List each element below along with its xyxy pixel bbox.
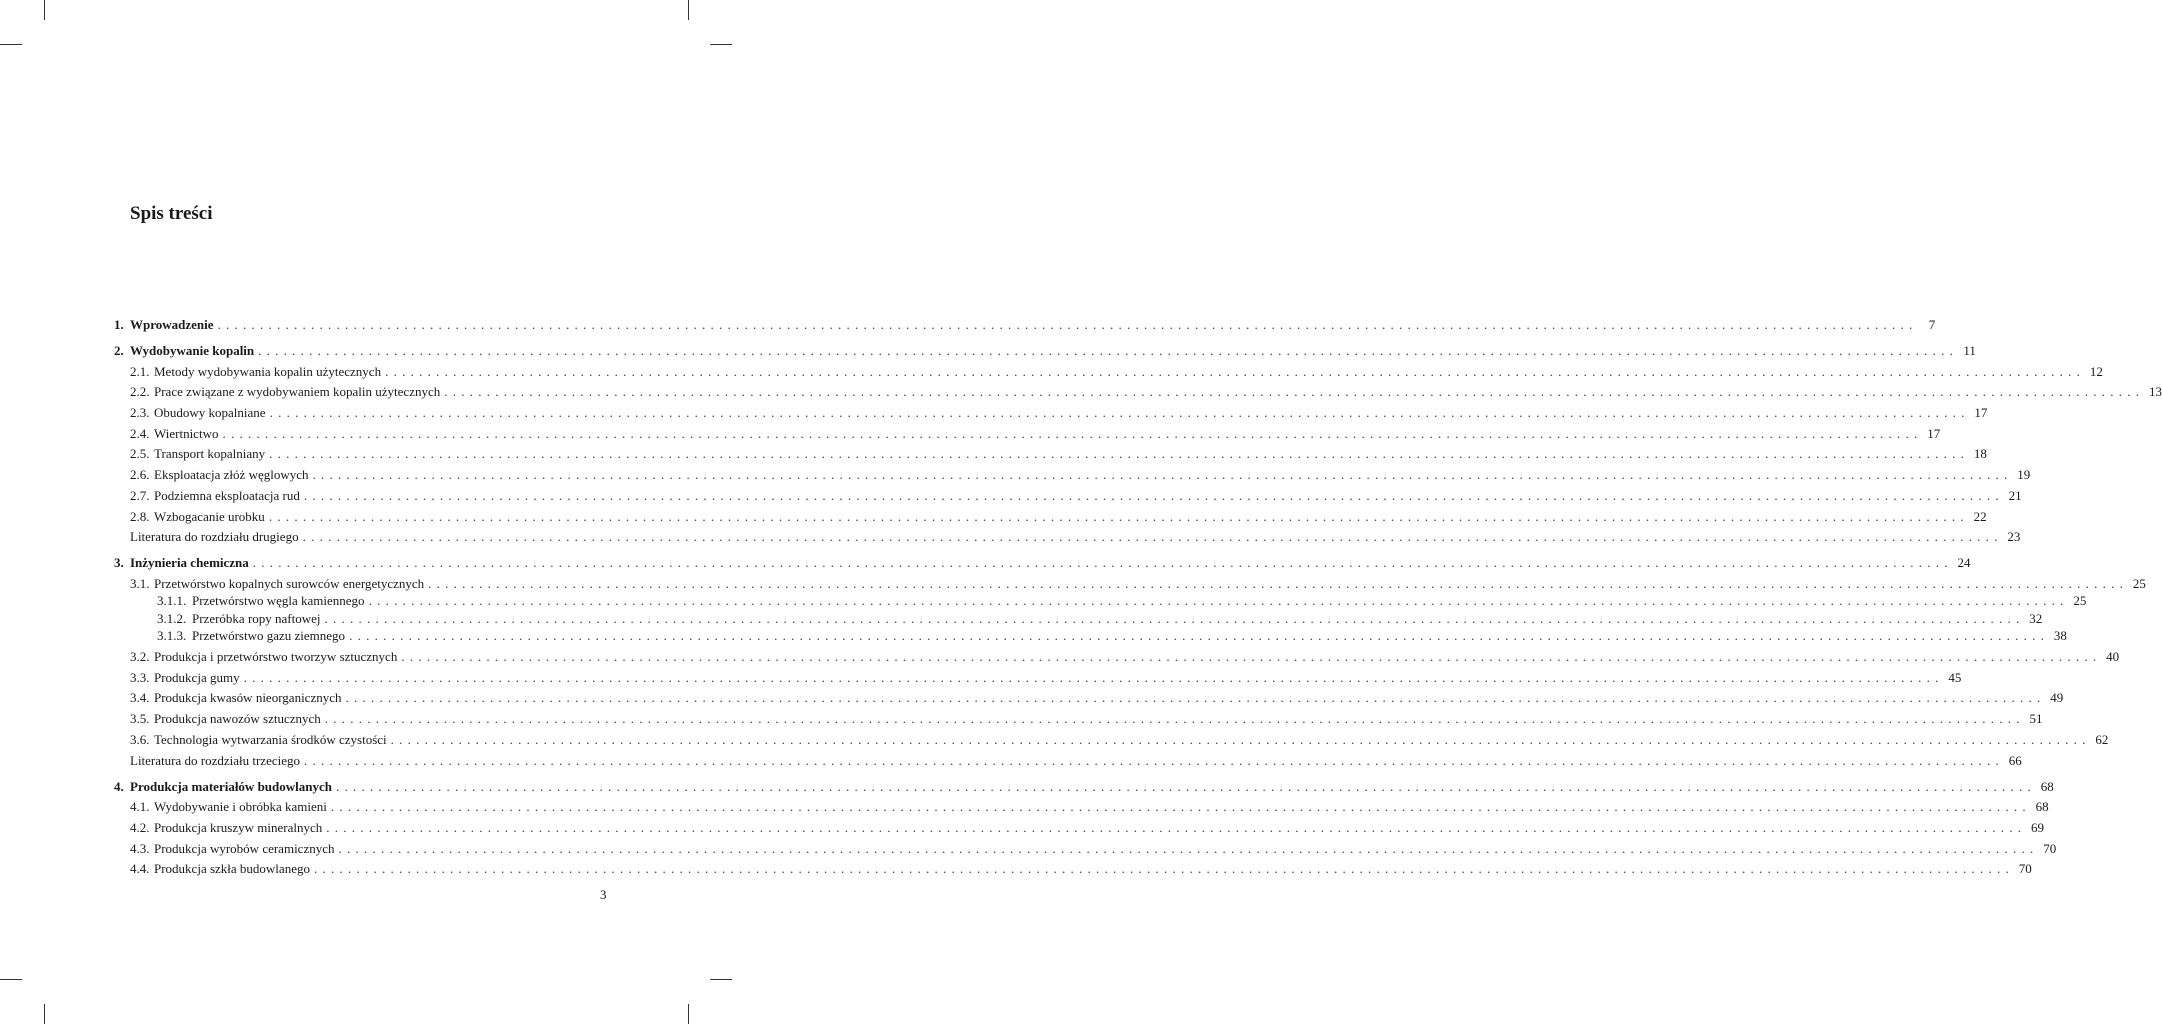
toc-entry-label: Eksploatacja złóż węglowych [154,467,309,483]
toc-entry-page: 23 [2007,529,2021,545]
dot-leader: . . . . . . . . . . . . . . . . . . . . . . . . . . . . . . . . . . . . . . . . . . . . . . . . . . . . . . . . . . . . . . . . . . . . . . . . . . . . . . . . . . . . . . . . . . . . . . . . . . . . . . . . . . . . . . . . . . . . . . . . . . . . . . . . . . . . . . . . . . . . . . . . . . . . . . . . . . . . . . . . . . . . . . . . . . . . . . . . . . . . . . . . . . . . . . . . . . . . . . . . [326,819,2022,835]
dot-leader: . . . . . . . . . . . . . . . . . . . . . . . . . . . . . . . . . . . . . . . . . . . . . . . . . . . . . . . . . . . . . . . . . . . . . . . . . . . . . . . . . . . . . . . . . . . . . . . . . . . . . . . . . . . . . . . . . . . . . . . . . . . . . . . . . . . . . . . . . . . . . . . . . . . . . . . . . . . . . . . . . . . . . . . . . . . . . . . . . . . . . . . . . . . . . . . . . . . . . . . . [345,690,2042,706]
toc-entry[interactable] [114,358,2103,379]
toc-entry-number: 4.3. [130,840,150,856]
toc-entry[interactable] [114,461,2031,483]
toc-entry-label: Literatura do rozdziału trzeciego [130,752,300,768]
dot-leader: . . . . . . . . . . . . . . . . . . . . . . . . . . . . . . . . . . . . . . . . . . . . . . . . . . . . . . . . . . . . . . . . . . . . . . . . . . . . . . . . . . . . . . . . . . . . . . . . . . . . . . . . . . . . . . . . . . . . . . . . . . . . . . . . . . . . . . . . . . . . . . . . . . . . . . . . . . . . . . . . . . . . . . . . . . . . . . . . . . . . . . . . . . . . . . . . . . . . . . . . [304,752,2000,768]
dot-leader: . . . . . . . . . . . . . . . . . . . . . . . . . . . . . . . . . . . . . . . . . . . . . . . . . . . . . . . . . . . . . . . . . . . . . . . . . . . . . . . . . . . . . . . . . . . . . . . . . . . . . . . . . . . . . . . . . . . . . . . . . . . . . . . . . . . . . . . . . . . . . . . . . . . . . . . . . . . . . . . . . . . . . . . . . . . . . . . . . . . . . . . . . . . . . . . . . . . . . . . . [303,487,2000,503]
dot-leader: . . . . . . . . . . . . . . . . . . . . . . . . . . . . . . . . . . . . . . . . . . . . . . . . . . . . . . . . . . . . . . . . . . . . . . . . . . . . . . . . . . . . . . . . . . . . . . . . . . . . . . . . . . . . . . . . . . . . . . . . . . . . . . . . . . . . . . . . . . . . . . . . . . . . . . . . . . . . . . . . . . . . . . . . . . . . . . . . . . . . . . . . . . . . . . . . . . . . . . . . [324,711,2021,727]
table-of-contents [114,312,2162,877]
toc-entry-number: 4.2. [130,819,150,835]
toc-entry-page: 68 [2040,778,2054,794]
toc-entry-label: Przetwórstwo gazu ziemnego [192,628,346,644]
toc-entry-number: 2.8. [130,508,150,524]
toc-entry-number: 2.7. [130,487,150,503]
toc-entry-label: Produkcja szkła budowlanego [154,861,310,877]
toc-entry[interactable] [114,570,2146,591]
toc-entry[interactable] [114,726,2109,747]
toc-entry-page: 21 [2008,487,2022,503]
page-title: Spis treści [130,203,213,224]
crop-mark-bottom-left [44,1004,45,1024]
toc-entry[interactable] [114,747,2022,768]
toc-entry-page: 68 [2035,799,2049,815]
toc-entry-number: 2. [114,343,124,358]
dot-leader: . . . . . . . . . . . . . . . . . . . . . . . . . . . . . . . . . . . . . . . . . . . . . . . . . . . . . . . . . . . . . . . . . . . . . . . . . . . . . . . . . . . . . . . . . . . . . . . . . . . . . . . . . . . . . . . . . . . . . . . . . . . . . . . . . . . . . . . . . . . . . . . . . . . . . . . . . . . . . . . . . . . . . . . . . . . . . . . . . . . . . . . . . . . . . . . . . . . . . . . . [217,317,1914,332]
dot-leader: . . . . . . . . . . . . . . . . . . . . . . . . . . . . . . . . . . . . . . . . . . . . . . . . . . . . . . . . . . . . . . . . . . . . . . . . . . . . . . . . . . . . . . . . . . . . . . . . . . . . . . . . . . . . . . . . . . . . . . . . . . . . . . . . . . . . . . . . . . . . . . . . . . . . . . . . . . . . . . . . . . . . . . . . . . . . . . . . . . . . . . . . . . . . . . . . . . . . . . . . [268,508,1965,524]
dot-leader: . . . . . . . . . . . . . . . . . . . . . . . . . . . . . . . . . . . . . . . . . . . . . . . . . . . . . . . . . . . . . . . . . . . . . . . . . . . . . . . . . . . . . . . . . . . . . . . . . . . . . . . . . . . . . . . . . . . . . . . . . . . . . . . . . . . . . . . . . . . . . . . . . . . . . . . . . . . . . . . . . . . . . . . . . . . . . . . . . . . . . . . . . . . . . . . . . . . . . . . . [312,467,2009,483]
dot-leader: . . . . . . . . . . . . . . . . . . . . . . . . . . . . . . . . . . . . . . . . . . . . . . . . . . . . . . . . . . . . . . . . . . . . . . . . . . . . . . . . . . . . . . . . . . . . . . . . . . . . . . . . . . . . . . . . . . . . . . . . . . . . . . . . . . . . . . . . . . . . . . . . . . . . . . . . . . . . . . . . . . . . . . . . . . . . . . . . . . . . . . . . . . . . . . . . . . . . . . . . [401,649,2098,665]
toc-entry[interactable] [114,643,2120,665]
toc-entry-page: 19 [2017,467,2031,483]
toc-entry-page: 51 [2029,711,2043,727]
toc-entry-label: Wprowadzenie [130,317,214,332]
toc-entry-page: 25 [2073,593,2087,609]
dot-leader: . . . . . . . . . . . . . . . . . . . . . . . . . . . . . . . . . . . . . . . . . . . . . . . . . . . . . . . . . . . . . . . . . . . . . . . . . . . . . . . . . . . . . . . . . . . . . . . . . . . . . . . . . . . . . . . . . . . . . . . . . . . . . . . . . . . . . . . . . . . . . . . . . . . . . . . . . . . . . . . . . . . . . . . . . . . . . . . . . . . . . . . . . . . . . . . . . . . . . . . . [313,861,2010,877]
toc-entry[interactable] [114,794,2049,815]
toc-entry-number: 4. [114,778,124,794]
crop-mark-top-left-h [0,44,22,45]
toc-entry-label: Podziemna eksploatacja rud [154,487,300,503]
toc-entry-number: 2.5. [130,446,150,462]
toc-entry[interactable] [114,338,1976,358]
dot-leader: . . . . . . . . . . . . . . . . . . . . . . . . . . . . . . . . . . . . . . . . . . . . . . . . . . . . . . . . . . . . . . . . . . . . . . . . . . . . . . . . . . . . . . . . . . . . . . . . . . . . . . . . . . . . . . . . . . . . . . . . . . . . . . . . . . . . . . . . . . . . . . . . . . . . . . . . . . . . . . . . . . . . . . . . . . . . . . . . . . . . . . . . . . . . . . . . . . . . . . . . [338,840,2035,856]
toc-entry-label: Wiertnictwo [154,425,219,441]
page-number: 3 [600,887,607,902]
dot-leader: . . . . . . . . . . . . . . . . . . . . . . . . . . . . . . . . . . . . . . . . . . . . . . . . . . . . . . . . . . . . . . . . . . . . . . . . . . . . . . . . . . . . . . . . . . . . . . . . . . . . . . . . . . . . . . . . . . . . . . . . . . . . . . . . . . . . . . . . . . . . . . . . . . . . . . . . . . . . . . . . . . . . . . . . . . . . . . . . . . . . . . . . . . . . . . . . . . . . . . . . [336,778,2032,794]
toc-entry-page: 66 [2008,752,2022,768]
dot-leader: . . . . . . . . . . . . . . . . . . . . . . . . . . . . . . . . . . . . . . . . . . . . . . . . . . . . . . . . . . . . . . . . . . . . . . . . . . . . . . . . . . . . . . . . . . . . . . . . . . . . . . . . . . . . . . . . . . . . . . . . . . . . . . . . . . . . . . . . . . . . . . . . . . . . . . . . . . . . . . . . . . . . . . . . . . . . . . . . . . . . . . . . . . . . . . . . . . . . . . . . [349,628,2045,644]
toc-entry[interactable] [114,608,2043,626]
toc-entry-page: 17 [1974,405,1988,421]
toc-entry-label: Przeróbka ropy naftowej [192,610,321,626]
toc-entry-label: Produkcja kruszyw mineralnych [154,819,323,835]
toc-entry-label: Wzbogacanie urobku [154,508,265,524]
toc-entry-number: 2.3. [130,405,150,421]
toc-entry[interactable] [114,664,1962,685]
toc-entry-page: 40 [2106,649,2120,665]
crop-mark-bottom-right [688,1004,689,1024]
toc-entry-label: Wydobywanie i obróbka kamieni [154,799,327,815]
toc-entry-page: 38 [2053,628,2067,644]
dot-leader: . . . . . . . . . . . . . . . . . . . . . . . . . . . . . . . . . . . . . . . . . . . . . . . . . . . . . . . . . . . . . . . . . . . . . . . . . . . . . . . . . . . . . . . . . . . . . . . . . . . . . . . . . . . . . . . . . . . . . . . . . . . . . . . . . . . . . . . . . . . . . . . . . . . . . . . . . . . . . . . . . . . . . . . . . . . . . . . . . . . . . . . . . . . . . . . . . . . . . . . . [385,363,2081,379]
dot-leader: . . . . . . . . . . . . . . . . . . . . . . . . . . . . . . . . . . . . . . . . . . . . . . . . . . . . . . . . . . . . . . . . . . . . . . . . . . . . . . . . . . . . . . . . . . . . . . . . . . . . . . . . . . . . . . . . . . . . . . . . . . . . . . . . . . . . . . . . . . . . . . . . . . . . . . . . . . . . . . . . . . . . . . . . . . . . . . . . . . . . . . . . . . . . . . . . . . . . . . . . [269,405,1966,421]
toc-entry-number: 3.6. [130,731,150,747]
toc-entry-page: 7 [1928,317,1936,332]
dot-leader: . . . . . . . . . . . . . . . . . . . . . . . . . . . . . . . . . . . . . . . . . . . . . . . . . . . . . . . . . . . . . . . . . . . . . . . . . . . . . . . . . . . . . . . . . . . . . . . . . . . . . . . . . . . . . . . . . . . . . . . . . . . . . . . . . . . . . . . . . . . . . . . . . . . . . . . . . . . . . . . . . . . . . . . . . . . . . . . . . . . . . . . . . . . . . . . . . . . . . . . . [269,446,1965,462]
toc-entry-page: 22 [1973,508,1987,524]
toc-entry[interactable] [114,503,1987,524]
toc-entry[interactable] [114,685,2064,706]
toc-entry-number: 3.2. [130,649,150,665]
dot-leader: . . . . . . . . . . . . . . . . . . . . . . . . . . . . . . . . . . . . . . . . . . . . . . . . . . . . . . . . . . . . . . . . . . . . . . . . . . . . . . . . . . . . . . . . . . . . . . . . . . . . . . . . . . . . . . . . . . . . . . . . . . . . . . . . . . . . . . . . . . . . . . . . . . . . . . . . . . . . . . . . . . . . . . . . . . . . . . . . . . . . . . . . . . . . . . . . . . . . . . . . [368,593,2065,609]
toc-entry-number: 3.5. [130,711,150,727]
toc-entry[interactable] [114,420,1941,441]
dot-leader: . . . . . . . . . . . . . . . . . . . . . . . . . . . . . . . . . . . . . . . . . . . . . . . . . . . . . . . . . . . . . . . . . . . . . . . . . . . . . . . . . . . . . . . . . . . . . . . . . . . . . . . . . . . . . . . . . . . . . . . . . . . . . . . . . . . . . . . . . . . . . . . . . . . . . . . . . . . . . . . . . . . . . . . . . . . . . . . . . . . . . . . . . . . . . . . . . . . . . . . . [324,610,2021,626]
toc-entry[interactable] [114,379,2162,400]
toc-entry-page: 13 [2149,384,2162,400]
dot-leader: . . . . . . . . . . . . . . . . . . . . . . . . . . . . . . . . . . . . . . . . . . . . . . . . . . . . . . . . . . . . . . . . . . . . . . . . . . . . . . . . . . . . . . . . . . . . . . . . . . . . . . . . . . . . . . . . . . . . . . . . . . . . . . . . . . . . . . . . . . . . . . . . . . . . . . . . . . . . . . . . . . . . . . . . . . . . . . . . . . . . . . . . . . . . . . . . . . . . . . . . [302,529,1999,545]
toc-entry[interactable] [114,774,2054,794]
toc-entry[interactable] [114,626,2067,644]
toc-entry-number: 2.6. [130,467,150,483]
crop-mark-bottom-right-h [710,979,732,980]
toc-entry-label: Wydobywanie kopalin [130,343,255,358]
toc-entry-label: Prace związane z wydobywaniem kopalin użytecznych [154,384,441,400]
toc-entry[interactable] [114,591,2087,609]
toc-entry-label: Metody wydobywania kopalin użytecznych [154,363,382,379]
toc-entry[interactable] [114,550,1971,571]
toc-entry-page: 18 [1973,446,1987,462]
toc-entry-number: 3.1.3. [157,628,187,644]
toc-entry-number: 1. [114,317,124,332]
toc-entry-page: 24 [1957,555,1971,571]
toc-entry-page: 25 [2132,575,2146,591]
crop-mark-top-right [688,0,689,20]
toc-entry-page: 70 [2043,840,2057,856]
dot-leader: . . . . . . . . . . . . . . . . . . . . . . . . . . . . . . . . . . . . . . . . . . . . . . . . . . . . . . . . . . . . . . . . . . . . . . . . . . . . . . . . . . . . . . . . . . . . . . . . . . . . . . . . . . . . . . . . . . . . . . . . . . . . . . . . . . . . . . . . . . . . . . . . . . . . . . . . . . . . . . . . . . . . . . . . . . . . . . . . . . . . . . . . . . . . . . . . . . . . . . . . [258,343,1954,358]
toc-entry-label: Produkcja materiałów budowlanych [130,778,332,794]
toc-entry-label: Produkcja nawozów sztucznych [154,711,321,727]
toc-entry-number: 2.4. [130,425,150,441]
toc-entry[interactable] [114,856,2032,877]
toc-entry-label: Produkcja kwasów nieorganicznych [154,690,342,706]
toc-entry-page: 49 [2050,690,2064,706]
toc-entry-label: Produkcja gumy [154,669,240,685]
toc-entry-page: 32 [2029,610,2043,626]
toc-entry-number: 3.1.1. [157,593,187,609]
toc-entry-number: 3.3. [130,669,150,685]
toc-entry[interactable] [114,399,1988,421]
toc-entry-label: Transport kopalniany [154,446,266,462]
toc-entry-page: 45 [1948,669,1962,685]
crop-mark-bottom-left-h [0,979,22,980]
toc-entry-number: 2.2. [130,384,150,400]
dot-leader: . . . . . . . . . . . . . . . . . . . . . . . . . . . . . . . . . . . . . . . . . . . . . . . . . . . . . . . . . . . . . . . . . . . . . . . . . . . . . . . . . . . . . . . . . . . . . . . . . . . . . . . . . . . . . . . . . . . . . . . . . . . . . . . . . . . . . . . . . . . . . . . . . . . . . . . . . . . . . . . . . . . . . . . . . . . . . . . . . . . . . . . . . . . . . . . . . . . . . . . . [243,669,1940,685]
dot-leader: . . . . . . . . . . . . . . . . . . . . . . . . . . . . . . . . . . . . . . . . . . . . . . . . . . . . . . . . . . . . . . . . . . . . . . . . . . . . . . . . . . . . . . . . . . . . . . . . . . . . . . . . . . . . . . . . . . . . . . . . . . . . . . . . . . . . . . . . . . . . . . . . . . . . . . . . . . . . . . . . . . . . . . . . . . . . . . . . . . . . . . . . . . . . . . . . . . . . . . . . [390,731,2087,747]
toc-entry-number: 3.1. [130,575,150,591]
toc-entry-page: 69 [2030,819,2044,835]
toc-entry-label: Literatura do rozdziału drugiego [130,529,299,545]
toc-entry-label: Technologia wytwarzania środków czystości [154,731,387,747]
crop-mark-top-left [44,0,45,20]
toc-entry[interactable] [114,524,2021,545]
toc-entry-number: 4.4. [130,861,150,877]
toc-entry-number: 3.1.2. [157,610,187,626]
toc-entry-number: 3.4. [130,690,150,706]
dot-leader: . . . . . . . . . . . . . . . . . . . . . . . . . . . . . . . . . . . . . . . . . . . . . . . . . . . . . . . . . . . . . . . . . . . . . . . . . . . . . . . . . . . . . . . . . . . . . . . . . . . . . . . . . . . . . . . . . . . . . . . . . . . . . . . . . . . . . . . . . . . . . . . . . . . . . . . . . . . . . . . . . . . . . . . . . . . . . . . . . . . . . . . . . . . . . . . . . . . . . . . . [252,555,1949,571]
toc-entry-label: Inżynieria chemiczna [130,555,249,571]
toc-entry-label: Produkcja wyrobów ceramicznych [154,840,335,856]
toc-entry-label: Przetwórstwo kopalnych surowców energetycznych [154,575,425,591]
toc-entry-page: 62 [2095,731,2109,747]
toc-entry-number: 4.1. [130,799,150,815]
toc-entry[interactable] [114,835,2057,856]
toc-entry-label: Obudowy kopalniane [154,405,266,421]
toc-entry[interactable] [114,814,2044,835]
toc-entry-number: 2.1. [130,363,150,379]
toc-entry[interactable] [114,482,2022,503]
dot-leader: . . . . . . . . . . . . . . . . . . . . . . . . . . . . . . . . . . . . . . . . . . . . . . . . . . . . . . . . . . . . . . . . . . . . . . . . . . . . . . . . . . . . . . . . . . . . . . . . . . . . . . . . . . . . . . . . . . . . . . . . . . . . . . . . . . . . . . . . . . . . . . . . . . . . . . . . . . . . . . . . . . . . . . . . . . . . . . . . . . . . . . . . . . . . . . . . . . . . . . . . [444,384,2140,400]
toc-entry[interactable] [114,441,1987,462]
crop-mark-top-right-h [710,44,732,45]
toc-entry-page: 17 [1927,425,1941,441]
toc-entry-label: Produkcja i przetwórstwo tworzyw sztucznych [154,649,398,665]
toc-entry[interactable] [114,705,2043,727]
toc-entry-page: 70 [2018,861,2032,877]
toc-entry-number: 3. [114,555,124,571]
dot-leader: . . . . . . . . . . . . . . . . . . . . . . . . . . . . . . . . . . . . . . . . . . . . . . . . . . . . . . . . . . . . . . . . . . . . . . . . . . . . . . . . . . . . . . . . . . . . . . . . . . . . . . . . . . . . . . . . . . . . . . . . . . . . . . . . . . . . . . . . . . . . . . . . . . . . . . . . . . . . . . . . . . . . . . . . . . . . . . . . . . . . . . . . . . . . . . . . . . . . . . . . [222,425,1919,441]
toc-entry-page: 11 [1963,343,1976,358]
dot-leader: . . . . . . . . . . . . . . . . . . . . . . . . . . . . . . . . . . . . . . . . . . . . . . . . . . . . . . . . . . . . . . . . . . . . . . . . . . . . . . . . . . . . . . . . . . . . . . . . . . . . . . . . . . . . . . . . . . . . . . . . . . . . . . . . . . . . . . . . . . . . . . . . . . . . . . . . . . . . . . . . . . . . . . . . . . . . . . . . . . . . . . . . . . . . . . . . . . . . . . . . [330,799,2027,815]
toc-entry-page: 12 [2089,363,2103,379]
dot-leader: . . . . . . . . . . . . . . . . . . . . . . . . . . . . . . . . . . . . . . . . . . . . . . . . . . . . . . . . . . . . . . . . . . . . . . . . . . . . . . . . . . . . . . . . . . . . . . . . . . . . . . . . . . . . . . . . . . . . . . . . . . . . . . . . . . . . . . . . . . . . . . . . . . . . . . . . . . . . . . . . . . . . . . . . . . . . . . . . . . . . . . . . . . . . . . . . . . . . . . . . [428,575,2124,591]
toc-entry[interactable] [114,312,1936,332]
toc-entry-label: Przetwórstwo węgla kamiennego [192,593,365,609]
